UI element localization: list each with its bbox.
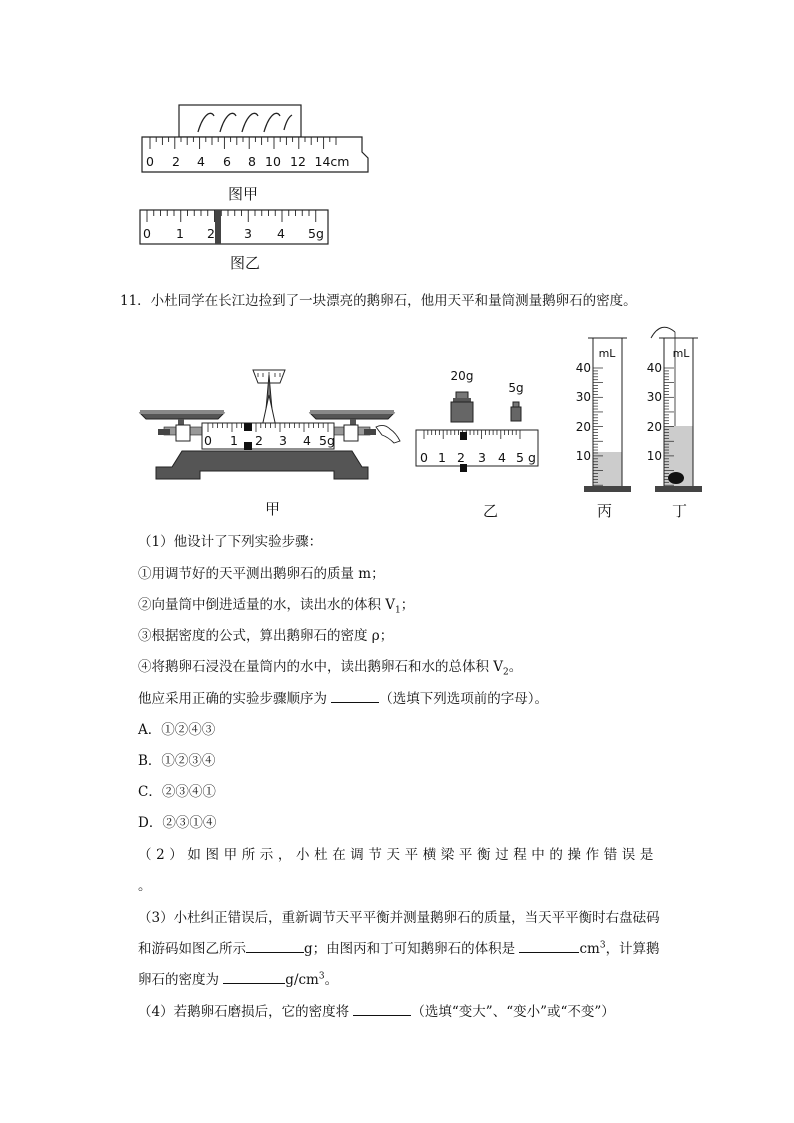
cyl-tick-label: 10: [575, 449, 591, 463]
option-c: C．②③④①: [138, 784, 216, 800]
cylinder-unit: mL: [672, 347, 690, 360]
cyl-tick-label: 30: [646, 390, 662, 404]
beam-label: 5g: [319, 433, 335, 448]
option-a: A．①②④③: [138, 722, 216, 738]
beam-label: 1: [230, 433, 238, 448]
option-d: D．②③①④: [138, 815, 217, 831]
answer-blank-volume[interactable]: [519, 938, 579, 953]
scale-label: 3: [244, 226, 252, 241]
caption-jia: 甲: [265, 500, 281, 518]
ruler-label: 14cm: [314, 154, 350, 169]
ruler-labels: [146, 154, 349, 169]
rider-label: 1: [438, 450, 446, 465]
caption-bing: 丙: [597, 502, 613, 520]
step-4: ④将鹅卵石浸没在量筒内的水中，读出鹅卵石和水的总体积 $V_2$。: [138, 659, 523, 678]
answer-blank-density-change[interactable]: [353, 1001, 411, 1016]
rider-label: g: [528, 450, 536, 465]
caption-yi: 乙: [483, 502, 499, 520]
part3-line2: 和游码如图乙所示 g；由图丙和丁可知鹅卵石的体积是 $cm^3$，计算鹅: [138, 937, 660, 957]
rider-label: 5: [516, 450, 524, 465]
scale-label: 2: [207, 226, 215, 241]
cylinder-bing: [575, 336, 633, 496]
cyl-tick-label: 20: [575, 420, 591, 434]
scale-label: 1: [176, 226, 184, 241]
ruler-label: 0: [146, 154, 154, 169]
beam-rider-top: [244, 423, 252, 431]
beam-label: 0: [204, 433, 212, 448]
weight-20g: [451, 402, 473, 422]
rider-label: 4: [498, 450, 506, 465]
part2-line1: （2）如图甲所示，小杜在调节天平横梁平衡过程中的操作错误是: [138, 847, 658, 863]
rider-label: 2: [457, 450, 465, 465]
cylinder-ding: [645, 318, 707, 496]
scale-label: 0: [143, 226, 151, 241]
weights-rider-figure-yi: [412, 368, 542, 478]
measured-block: [179, 105, 301, 137]
weight-5g: [511, 407, 521, 421]
cyl-tick-label: 10: [646, 449, 662, 463]
answer-blank-mass[interactable]: [246, 938, 304, 953]
ruler-label: 2: [172, 154, 180, 169]
balance-figure-jia: [138, 355, 408, 490]
ruler-label: 10: [265, 154, 281, 169]
part2-line2: 。: [138, 878, 152, 894]
step-2: ②向量筒中倒进适量的水，读出水的体积 $V_1$；: [138, 597, 415, 616]
answer-blank-density[interactable]: [223, 969, 285, 984]
caption-ding: 丁: [672, 502, 688, 520]
rider-label: 0: [420, 450, 428, 465]
option-b: B．①②③④: [138, 753, 216, 769]
part1-intro: （1）他设计了下列实验步骤：: [138, 534, 323, 550]
rider-marker: [215, 210, 221, 244]
ruler-figure-jia: [140, 100, 370, 180]
scale-figure-yi: [138, 208, 333, 248]
answer-blank-order[interactable]: [331, 688, 379, 703]
caption-tu-jia: 图甲: [228, 185, 259, 203]
order-question: 他应采用正确的实验步骤顺序为 （选填下列选项前的字母）。: [138, 687, 548, 707]
rider-label: 3: [478, 450, 486, 465]
part3-line1: （3）小杜纠正错误后，重新调节天平平衡并测量鹅卵石的质量，当天平平衡时右盘砝码: [138, 910, 660, 926]
caption-tu-yi: 图乙: [230, 254, 261, 272]
part4: （4）若鹅卵石磨损后，它的密度将 （选填“变大”、“变小”或“不变”）: [138, 1000, 615, 1020]
scale-label: 5g: [308, 226, 324, 241]
step-3: ③根据密度的公式，算出鹅卵石的密度 ρ；: [138, 628, 394, 644]
cylinder-unit: mL: [598, 347, 616, 360]
ruler-label: 8: [248, 154, 256, 169]
beam-rider-bottom: [244, 442, 252, 450]
ruler-label: 12: [290, 154, 306, 169]
scale-label: 4: [277, 226, 285, 241]
ruler-label: 6: [223, 154, 231, 169]
cyl-tick-label: 40: [575, 361, 591, 375]
ruler-label: 4: [197, 154, 205, 169]
beam-label: 2: [255, 433, 263, 448]
cyl-tick-label: 20: [646, 420, 662, 434]
part3-line3: 卵石的密度为 $g/cm^3$。: [138, 968, 338, 988]
cyl-tick-label: 30: [575, 390, 591, 404]
weight-5g-label: 5g: [508, 381, 524, 395]
beam-label: 4: [303, 433, 311, 448]
question-stem: 11．小杜同学在长江边捡到了一块漂亮的鹅卵石，他用天平和量筒测量鹅卵石的密度。: [120, 293, 637, 309]
step-1: ①用调节好的天平测出鹅卵石的质量 m；: [138, 566, 385, 582]
weight-20g-label: 20g: [450, 369, 474, 383]
pebble: [668, 472, 684, 484]
cyl-tick-label: 40: [646, 361, 662, 375]
beam-label: 3: [279, 433, 287, 448]
